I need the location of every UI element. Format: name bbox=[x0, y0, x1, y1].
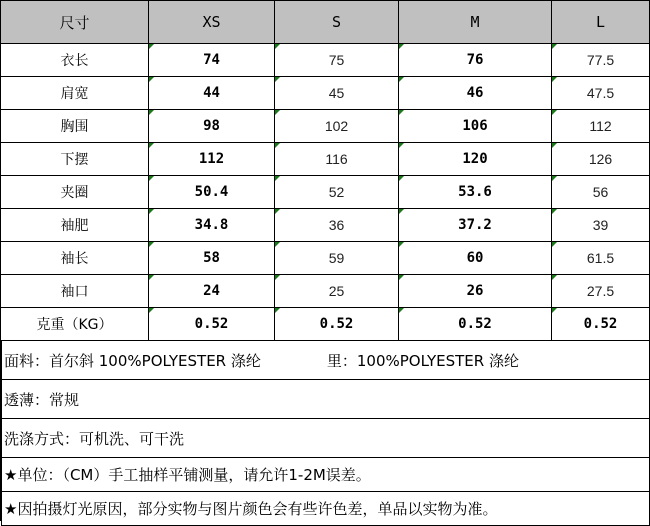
corner-mark-icon bbox=[149, 176, 154, 181]
cell-value: 61.5 bbox=[586, 250, 615, 266]
row-label: 衣长 bbox=[1, 44, 149, 77]
corner-mark-icon bbox=[399, 209, 404, 214]
cell-l bbox=[552, 242, 650, 275]
cell-value: 58 bbox=[203, 250, 220, 266]
corner-mark-icon bbox=[399, 275, 404, 280]
cell-xs bbox=[149, 176, 275, 209]
table-row bbox=[1, 44, 650, 77]
cell-value: 53.6 bbox=[458, 184, 492, 200]
header-xs: XS bbox=[149, 1, 275, 44]
cell-l bbox=[552, 308, 650, 341]
cell-value: 60 bbox=[466, 250, 484, 266]
corner-mark-icon bbox=[275, 275, 280, 280]
row-label: 克重（KG） bbox=[1, 308, 149, 341]
header-l: L bbox=[552, 1, 650, 44]
corner-mark-icon bbox=[552, 209, 557, 214]
cell-m bbox=[399, 77, 552, 110]
corner-mark-icon bbox=[275, 77, 280, 82]
cell-value: 76 bbox=[466, 52, 484, 68]
corner-mark-icon bbox=[275, 242, 280, 247]
cell-xs bbox=[149, 44, 275, 77]
transparency-text: 透薄：常规 bbox=[4, 390, 80, 409]
corner-mark-icon bbox=[149, 242, 154, 247]
corner-mark-icon bbox=[552, 143, 557, 148]
cell-s bbox=[275, 242, 399, 275]
cell-value: 112 bbox=[589, 118, 612, 134]
fabric-text: 面料：首尔斜 100%POLYESTER 涤纶 bbox=[4, 351, 261, 370]
table-row bbox=[1, 176, 650, 209]
cell-value: 46 bbox=[466, 85, 484, 101]
corner-mark-icon bbox=[275, 143, 280, 148]
corner-mark-icon bbox=[149, 209, 154, 214]
cell-s bbox=[275, 44, 399, 77]
cell-m bbox=[399, 44, 552, 77]
cell-m bbox=[399, 110, 552, 143]
cell-xs bbox=[149, 242, 275, 275]
cell-value: 106 bbox=[462, 118, 488, 134]
cell-l bbox=[552, 44, 650, 77]
corner-mark-icon bbox=[275, 308, 280, 313]
row-label: 袖长 bbox=[1, 242, 149, 275]
corner-mark-icon bbox=[552, 77, 557, 82]
cell-m bbox=[399, 143, 552, 176]
cell-value: 52 bbox=[328, 184, 345, 200]
corner-mark-icon bbox=[399, 308, 404, 313]
cell-m bbox=[399, 242, 552, 275]
cell-value: 34.8 bbox=[194, 217, 229, 233]
cell-l bbox=[552, 77, 650, 110]
cell-m bbox=[399, 308, 552, 341]
table-row bbox=[1, 110, 650, 143]
cell-xs bbox=[149, 143, 275, 176]
cell-l bbox=[552, 275, 650, 308]
cell-value: 0.52 bbox=[458, 316, 492, 332]
cell-value: 36 bbox=[328, 217, 345, 233]
cell-value: 26 bbox=[466, 283, 484, 299]
corner-mark-icon bbox=[399, 242, 404, 247]
cell-value: 0.52 bbox=[194, 316, 229, 332]
cell-xs bbox=[149, 308, 275, 341]
size-table-body bbox=[1, 44, 650, 341]
cell-s bbox=[275, 77, 399, 110]
corner-mark-icon bbox=[275, 44, 280, 49]
header-s: S bbox=[275, 1, 399, 44]
corner-mark-icon bbox=[552, 308, 557, 313]
corner-mark-icon bbox=[399, 44, 404, 49]
cell-s bbox=[275, 176, 399, 209]
table-row bbox=[1, 275, 650, 308]
product-info bbox=[1, 341, 650, 526]
corner-mark-icon bbox=[149, 143, 154, 148]
lining-text: 里：100%POLYESTER 涤纶 bbox=[326, 351, 519, 370]
corner-mark-icon bbox=[552, 242, 557, 247]
cell-value: 50.4 bbox=[194, 184, 229, 200]
cell-value: 74 bbox=[203, 52, 220, 68]
washing-row bbox=[2, 419, 650, 458]
cell-value: 59 bbox=[328, 250, 345, 266]
cell-value: 120 bbox=[462, 151, 488, 167]
row-label: 胸围 bbox=[1, 110, 149, 143]
corner-mark-icon bbox=[149, 110, 154, 115]
cell-value: 77.5 bbox=[586, 52, 615, 68]
table-row bbox=[1, 209, 650, 242]
corner-mark-icon bbox=[149, 77, 154, 82]
cell-xs bbox=[149, 275, 275, 308]
cell-value: 44 bbox=[203, 85, 220, 101]
corner-mark-icon bbox=[552, 44, 557, 49]
cell-value: 102 bbox=[324, 118, 349, 134]
row-label: 袖口 bbox=[1, 275, 149, 308]
cell-l bbox=[552, 209, 650, 242]
cell-value: 45 bbox=[328, 85, 345, 101]
table-row bbox=[1, 77, 650, 110]
cell-value: 39 bbox=[592, 217, 609, 233]
cell-m bbox=[399, 209, 552, 242]
cell-value: 25 bbox=[328, 283, 345, 299]
washing-text: 洗涤方式：可机洗、可干洗 bbox=[4, 429, 185, 448]
fabric-row bbox=[2, 341, 650, 380]
corner-mark-icon bbox=[552, 176, 557, 181]
cell-xs bbox=[149, 77, 275, 110]
corner-mark-icon bbox=[275, 176, 280, 181]
corner-mark-icon bbox=[275, 209, 280, 214]
table-row bbox=[1, 308, 650, 341]
cell-value: 0.52 bbox=[319, 316, 354, 332]
cell-s bbox=[275, 209, 399, 242]
cell-value: 116 bbox=[325, 151, 348, 167]
cell-m bbox=[399, 275, 552, 308]
cell-l bbox=[552, 176, 650, 209]
corner-mark-icon bbox=[399, 176, 404, 181]
row-label: 夹圈 bbox=[1, 176, 149, 209]
corner-mark-icon bbox=[149, 308, 154, 313]
cell-s bbox=[275, 275, 399, 308]
header-size: 尺寸 bbox=[1, 1, 149, 44]
cell-value: 112 bbox=[198, 151, 225, 167]
cell-xs bbox=[149, 209, 275, 242]
corner-mark-icon bbox=[149, 275, 154, 280]
corner-mark-icon bbox=[399, 77, 404, 82]
corner-mark-icon bbox=[399, 110, 404, 115]
unit-note-row bbox=[2, 458, 650, 492]
table-row bbox=[1, 242, 650, 275]
header-m: M bbox=[399, 1, 552, 44]
color-note-text: ★因拍摄灯光原因，部分实物与图片颜色会有些许色差，单品以实物为准。 bbox=[4, 500, 498, 518]
cell-value: 24 bbox=[203, 283, 220, 299]
row-label: 肩宽 bbox=[1, 77, 149, 110]
size-header-row bbox=[1, 1, 650, 44]
cell-l bbox=[552, 143, 650, 176]
cell-s bbox=[275, 308, 399, 341]
cell-value: 75 bbox=[328, 52, 345, 68]
corner-mark-icon bbox=[399, 143, 404, 148]
cell-value: 27.5 bbox=[586, 283, 615, 299]
cell-value: 37.2 bbox=[458, 217, 492, 233]
corner-mark-icon bbox=[552, 275, 557, 280]
cell-value: 0.52 bbox=[583, 316, 618, 332]
cell-l bbox=[552, 110, 650, 143]
cell-s bbox=[275, 143, 399, 176]
cell-value: 98 bbox=[203, 118, 220, 134]
cell-value: 56 bbox=[592, 184, 609, 200]
cell-m bbox=[399, 176, 552, 209]
row-label: 袖肥 bbox=[1, 209, 149, 242]
corner-mark-icon bbox=[275, 110, 280, 115]
cell-value: 126 bbox=[588, 151, 613, 167]
cell-s bbox=[275, 110, 399, 143]
corner-mark-icon bbox=[149, 44, 154, 49]
cell-value: 47.5 bbox=[586, 85, 615, 101]
row-label: 下摆 bbox=[1, 143, 149, 176]
corner-mark-icon bbox=[552, 110, 557, 115]
transparency-row bbox=[2, 380, 650, 419]
cell-xs bbox=[149, 110, 275, 143]
unit-note-text: ★单位：（CM）手工抽样平铺测量，请允许1-2M误差。 bbox=[4, 466, 371, 484]
table-row bbox=[1, 143, 650, 176]
